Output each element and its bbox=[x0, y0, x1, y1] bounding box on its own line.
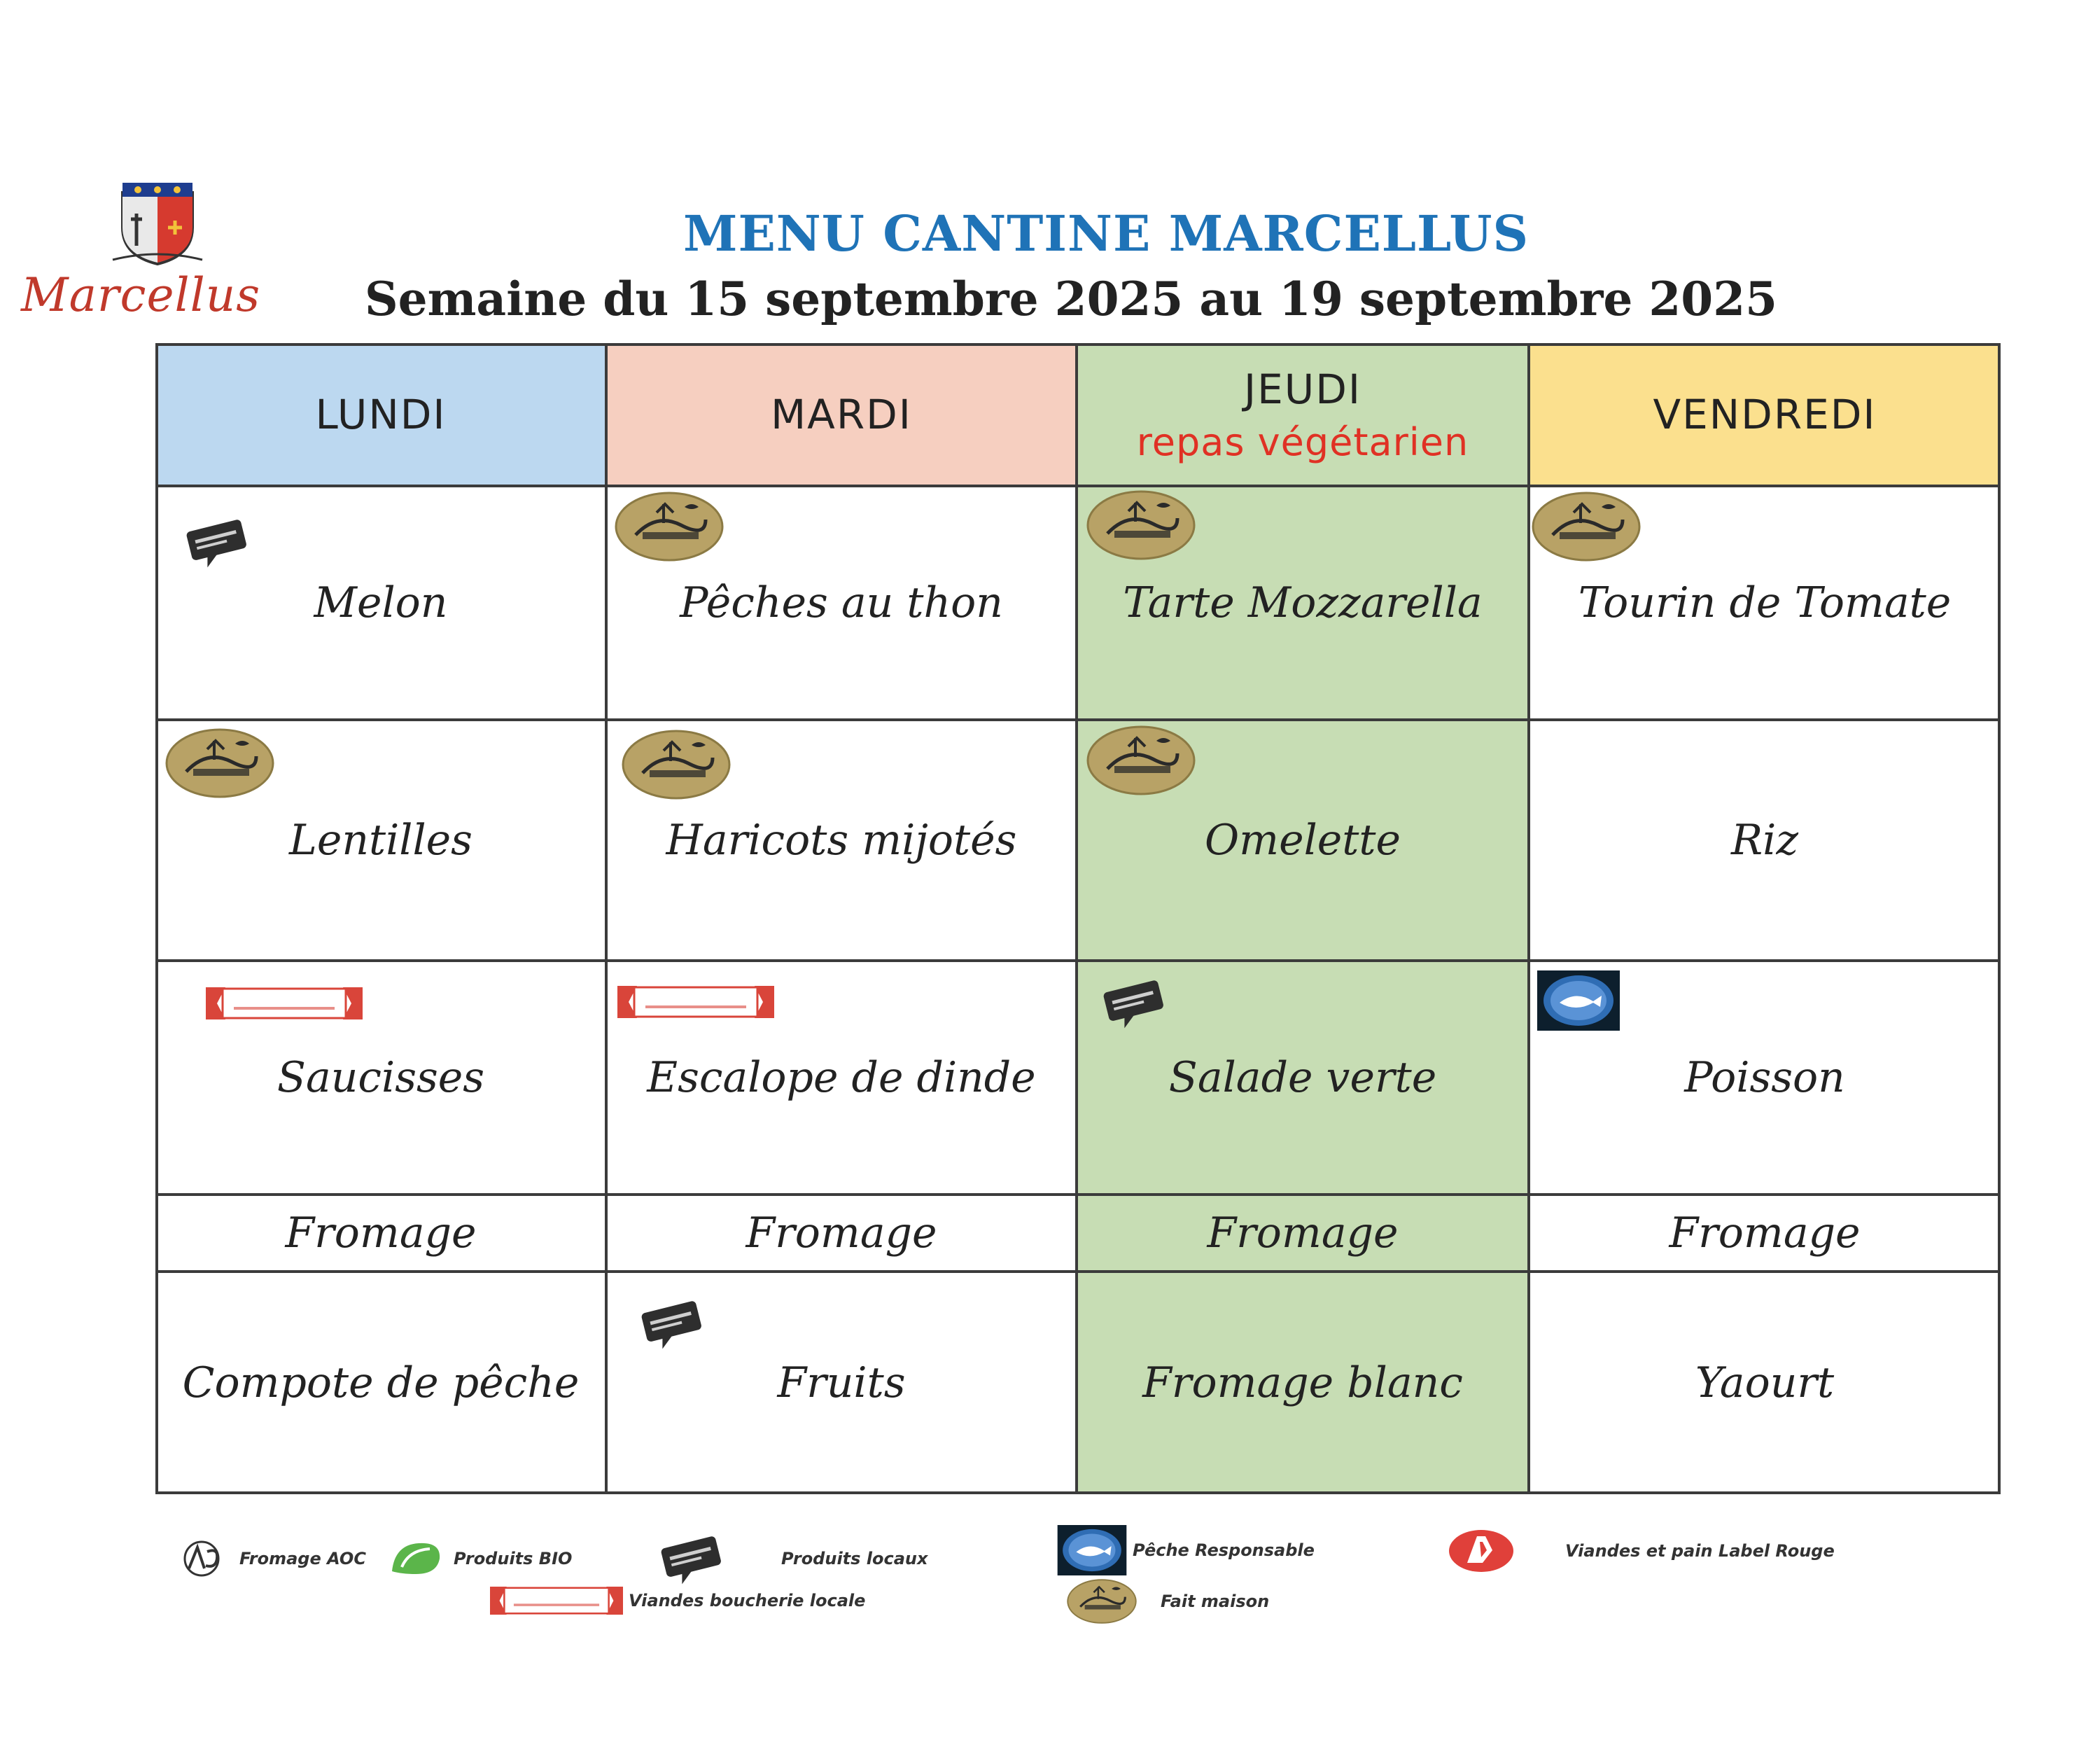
vegetarian-note: repas végétarien bbox=[1136, 419, 1469, 464]
fait-maison-icon bbox=[1067, 1578, 1137, 1624]
legend-produits-bio bbox=[388, 1539, 572, 1578]
grid-line bbox=[155, 1491, 2001, 1494]
menu-table bbox=[155, 343, 2001, 1494]
produits-locaux-icon bbox=[1100, 975, 1168, 1031]
fait-maison-icon bbox=[622, 730, 731, 800]
day-name: LUNDI bbox=[315, 391, 447, 438]
week-subtitle: Semaine du 15 septembre 2025 au 19 septembre 2025 bbox=[364, 272, 1778, 326]
legend-peche-responsable bbox=[1057, 1525, 1315, 1575]
grid-line bbox=[1527, 343, 1530, 1494]
fait-maison-icon bbox=[1532, 492, 1641, 562]
menu-cell: Salade verte bbox=[1168, 1053, 1437, 1102]
grid-line bbox=[155, 343, 2001, 346]
fait-maison-icon bbox=[165, 728, 274, 798]
produits-locaux-icon bbox=[183, 514, 251, 570]
boucherie-locale-icon bbox=[490, 1587, 623, 1615]
menu-cell: Tarte Mozzarella bbox=[1123, 578, 1483, 627]
menu-cell: Haricots mijotés bbox=[666, 816, 1017, 865]
menu-cell: Fromage blanc bbox=[1142, 1358, 1463, 1407]
grid-line bbox=[1075, 343, 1078, 1494]
produits-locaux-icon bbox=[638, 1295, 706, 1351]
menu-cell: Poisson bbox=[1684, 1053, 1845, 1102]
menu-cell: Pêches au thon bbox=[680, 578, 1003, 627]
menu-cell: Lentilles bbox=[289, 816, 472, 865]
menu-cell: Saucisses bbox=[276, 1053, 485, 1102]
legend-label: Viandes boucherie locale bbox=[629, 1591, 866, 1610]
legend-label: Viandes et pain Label Rouge bbox=[1565, 1541, 1835, 1561]
menu-cell: Yaourt bbox=[1695, 1358, 1835, 1407]
menu-cell: Fromage bbox=[285, 1209, 477, 1258]
menu-cell: Fruits bbox=[777, 1358, 906, 1407]
menu-cell: Escalope de dinde bbox=[647, 1053, 1036, 1102]
grid-line bbox=[155, 1270, 2001, 1273]
menu-cell: Riz bbox=[1731, 816, 1798, 865]
fait-maison-icon bbox=[1086, 490, 1196, 560]
grid-line bbox=[605, 343, 608, 1494]
label-rouge-icon bbox=[1446, 1526, 1516, 1575]
fait-maison-icon bbox=[615, 492, 724, 562]
legend-label: Fromage AOC bbox=[239, 1549, 366, 1568]
boucherie-locale-icon bbox=[617, 986, 774, 1018]
legend-label: Produits locaux bbox=[781, 1549, 928, 1568]
legend-label: Produits BIO bbox=[454, 1549, 573, 1568]
menu-cell: Tourin de Tomate bbox=[1578, 578, 1952, 627]
grid-line bbox=[155, 343, 158, 1494]
grid-line bbox=[1998, 343, 2001, 1494]
logo-text: Marcellus bbox=[21, 268, 261, 322]
legend-label-rouge bbox=[1446, 1526, 1835, 1575]
day-header-mardi bbox=[606, 343, 1077, 486]
day-name: VENDREDI bbox=[1653, 391, 1877, 438]
legend-fait-maison bbox=[1067, 1578, 1269, 1624]
produits-locaux-icon bbox=[658, 1531, 725, 1587]
menu-cell: Fromage bbox=[1669, 1209, 1861, 1258]
day-header-lundi bbox=[155, 343, 606, 486]
coat-of-arms-icon bbox=[108, 179, 206, 270]
grid-line bbox=[155, 1193, 2001, 1196]
menu-cell: Fromage bbox=[746, 1209, 937, 1258]
boucherie-locale-icon bbox=[206, 987, 363, 1019]
day-name: MARDI bbox=[771, 391, 912, 438]
day-header-jeudi bbox=[1077, 343, 1529, 486]
legend-fromage-aoc bbox=[174, 1538, 366, 1580]
menu-cell: Fromage bbox=[1207, 1209, 1399, 1258]
grid-line bbox=[155, 959, 2001, 962]
menu-cell: Omelette bbox=[1204, 816, 1401, 865]
peche-responsable-icon bbox=[1057, 1525, 1127, 1575]
menu-cell: Compote de pêche bbox=[182, 1358, 580, 1407]
legend-label: Pêche Responsable bbox=[1133, 1540, 1315, 1560]
grid-line bbox=[155, 485, 2001, 487]
peche-responsable-icon bbox=[1537, 970, 1620, 1031]
legend-boucherie-locale bbox=[490, 1587, 865, 1615]
page-title: MENU CANTINE MARCELLUS bbox=[682, 204, 1530, 263]
day-name: JEUDI bbox=[1244, 365, 1362, 413]
grid-line bbox=[155, 718, 2001, 721]
legend-produits-locaux bbox=[658, 1531, 927, 1587]
fromage-aoc-icon bbox=[174, 1538, 230, 1580]
menu-cell: Melon bbox=[314, 578, 448, 627]
fait-maison-icon bbox=[1086, 725, 1196, 795]
legend-label: Fait maison bbox=[1161, 1592, 1270, 1611]
day-header-vendredi bbox=[1529, 343, 2001, 486]
produits-bio-icon bbox=[388, 1539, 444, 1578]
marcellus-logo bbox=[21, 179, 261, 322]
